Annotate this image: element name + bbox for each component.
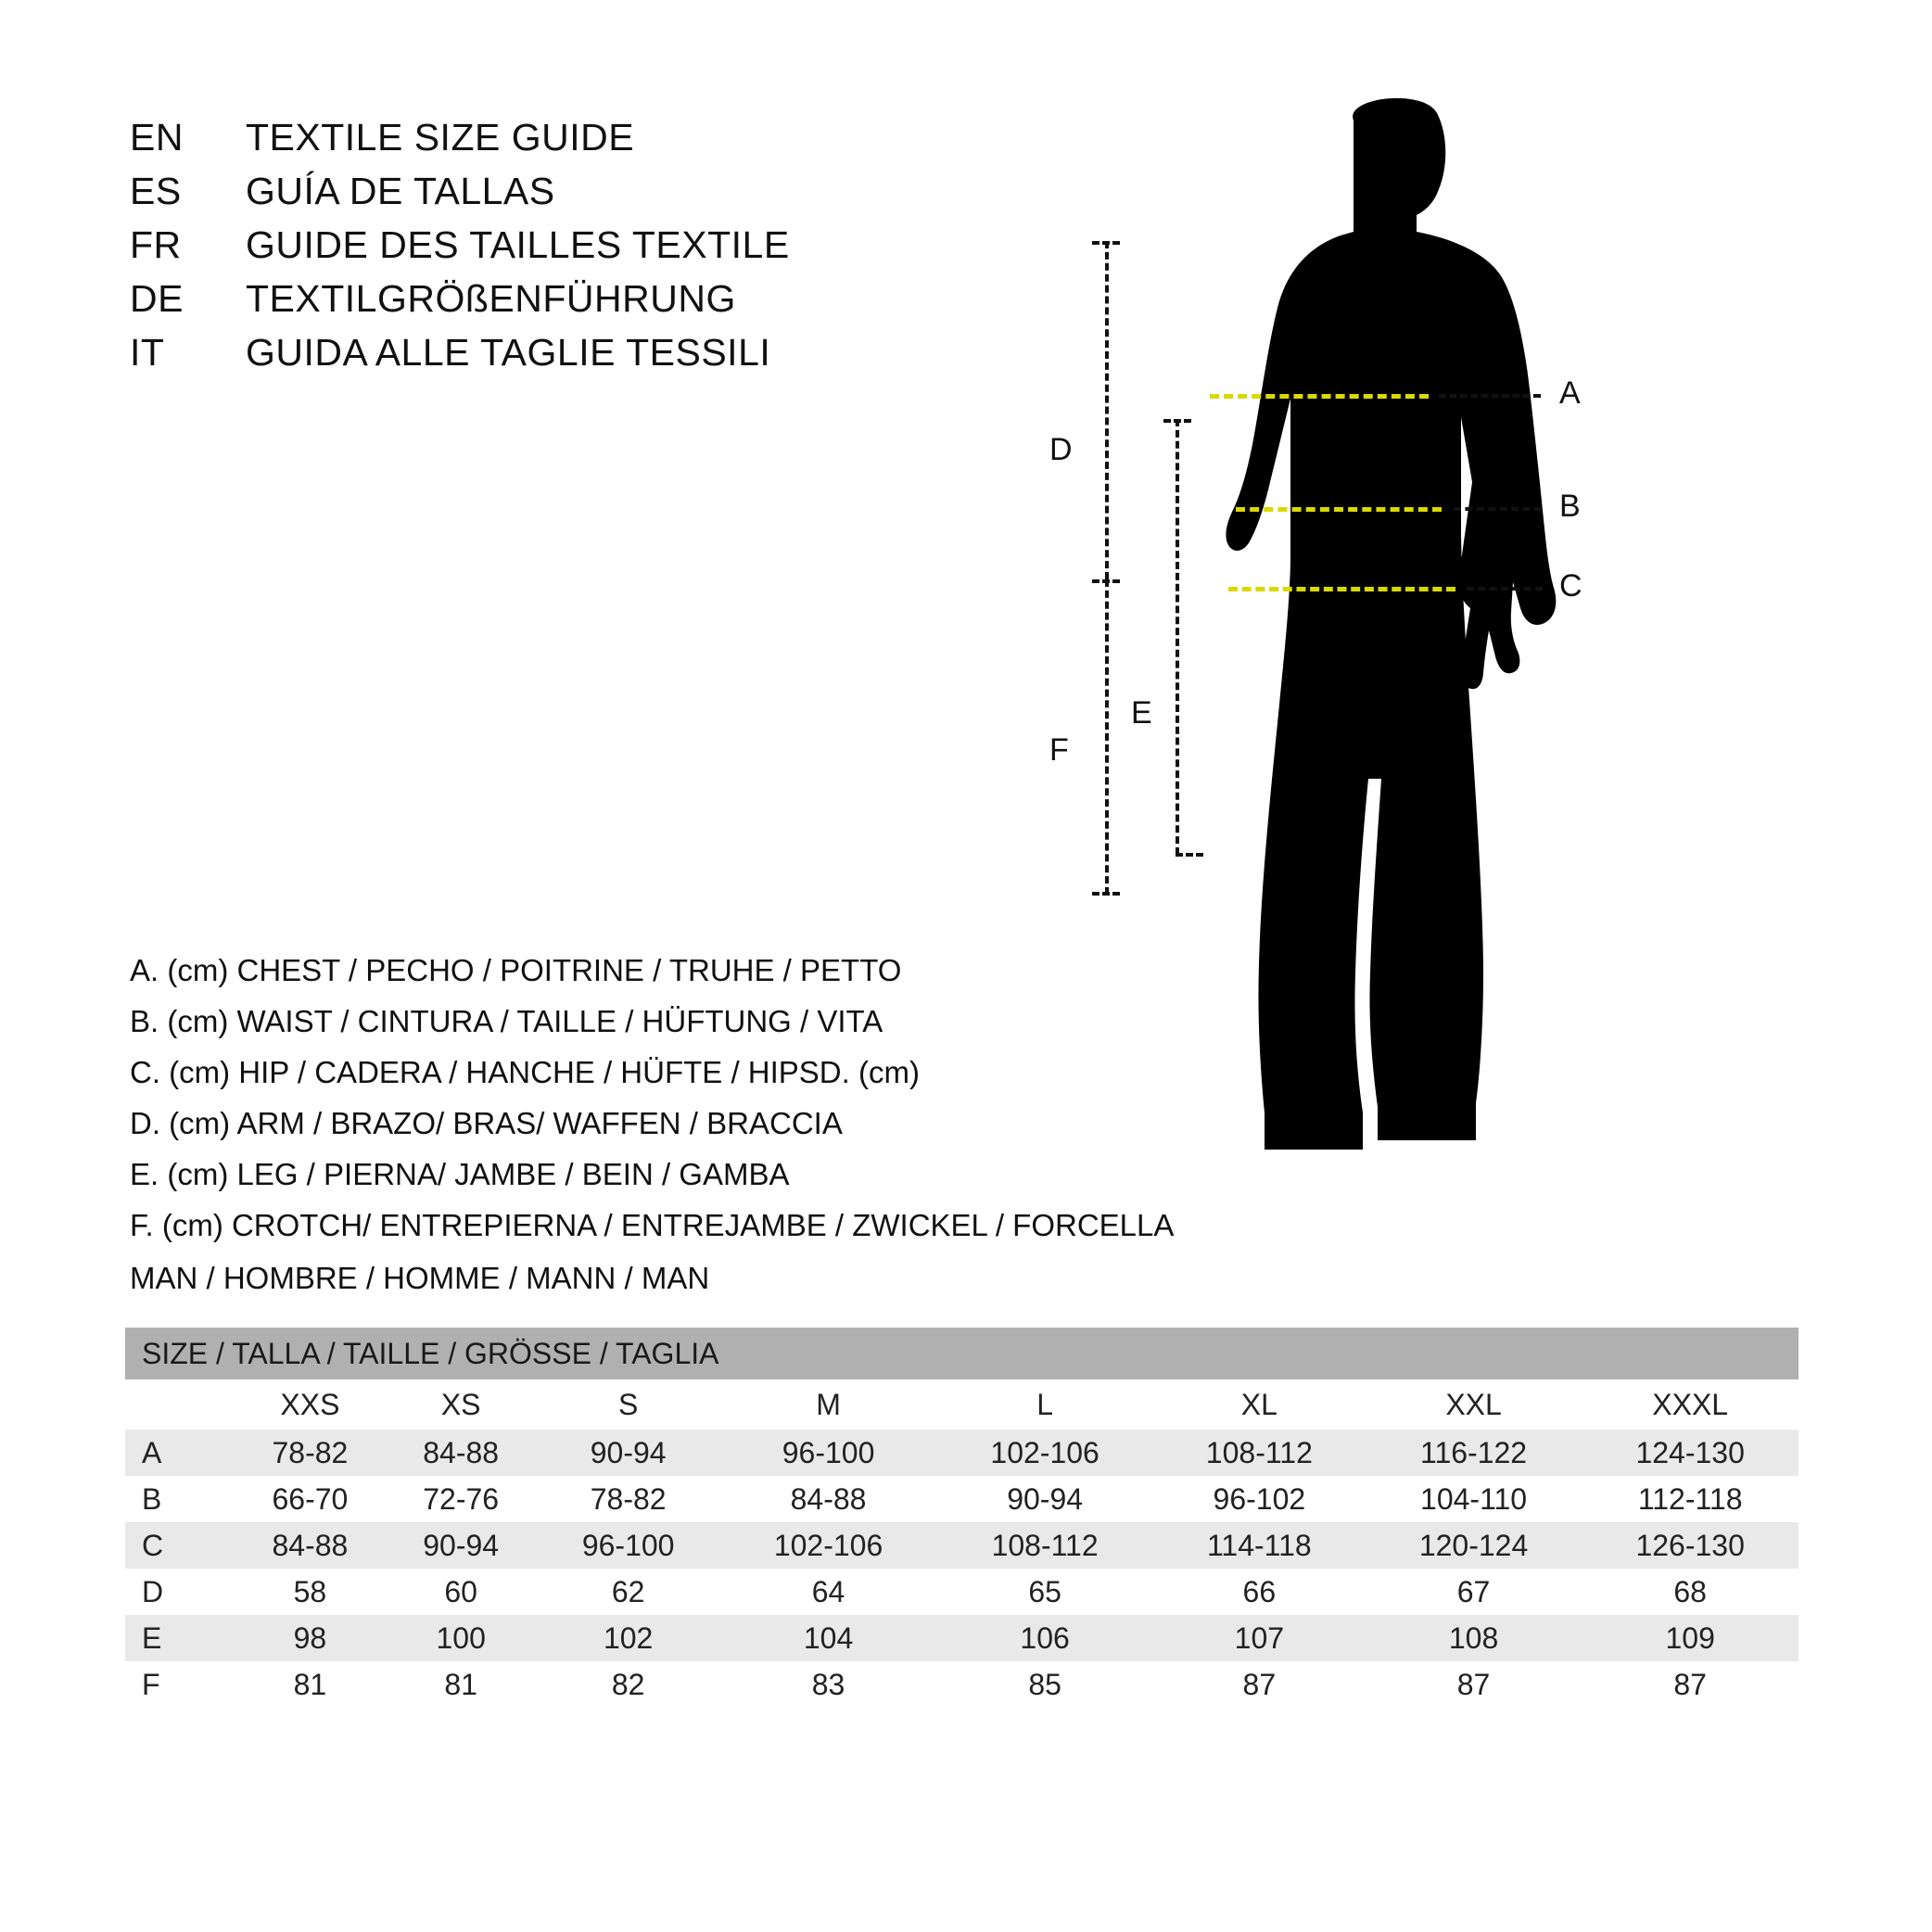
cell-b-l: 90-94 xyxy=(936,1476,1153,1522)
cell-c-xxl: 120-124 xyxy=(1366,1522,1582,1569)
size-table xyxy=(125,1328,1799,1708)
cell-a-xl: 108-112 xyxy=(1153,1430,1366,1476)
cell-e-xxs: 98 xyxy=(235,1615,386,1661)
cell-d-xxl: 67 xyxy=(1366,1569,1582,1615)
chest-measure-line xyxy=(1210,394,1429,399)
cell-a-m: 96-100 xyxy=(720,1430,937,1476)
cell-a-xxxl: 124-130 xyxy=(1582,1430,1799,1476)
column-header-xs: XS xyxy=(386,1379,537,1430)
measurement-diagram xyxy=(1038,93,1826,1242)
column-header-xxl: XXL xyxy=(1366,1379,1582,1430)
title-block xyxy=(130,116,964,385)
dim-label-f: F xyxy=(1049,732,1069,768)
cell-f-m: 83 xyxy=(720,1661,937,1708)
cell-b-xxl: 104-110 xyxy=(1366,1476,1582,1522)
leader-line-c xyxy=(1467,587,1543,591)
hip-measure-line xyxy=(1228,587,1455,591)
cell-b-xxs: 66-70 xyxy=(235,1476,386,1522)
row-label-c: C xyxy=(125,1522,235,1569)
title-lang-de: DE xyxy=(130,277,184,320)
cell-f-xxxl: 87 xyxy=(1582,1661,1799,1708)
title-row-en xyxy=(130,116,964,159)
table-row xyxy=(125,1569,1799,1615)
title-lang-it: IT xyxy=(130,331,165,374)
dim-label-d: D xyxy=(1049,432,1073,467)
row-label-e: E xyxy=(125,1615,235,1661)
cell-c-xs: 90-94 xyxy=(386,1522,537,1569)
title-row-es xyxy=(130,170,964,213)
table-row xyxy=(125,1522,1799,1569)
cell-d-xl: 66 xyxy=(1153,1569,1366,1615)
cell-a-xxl: 116-122 xyxy=(1366,1430,1582,1476)
column-header-s: S xyxy=(537,1379,720,1430)
measurement-legend xyxy=(130,955,1196,1261)
row-label-a: A xyxy=(125,1430,235,1476)
cell-e-xl: 107 xyxy=(1153,1615,1366,1661)
title-text-it: GUIDA ALLE TAGLIE TESSILI xyxy=(246,331,771,374)
leader-line-a xyxy=(1439,394,1541,398)
cell-a-xxs: 78-82 xyxy=(235,1430,386,1476)
cell-c-m: 102-106 xyxy=(720,1522,937,1569)
table-row xyxy=(125,1615,1799,1661)
cell-e-l: 106 xyxy=(936,1615,1153,1661)
cell-b-s: 78-82 xyxy=(537,1476,720,1522)
title-lang-fr: FR xyxy=(130,223,182,266)
column-header-xxs: XXS xyxy=(235,1379,386,1430)
dim-label-e: E xyxy=(1131,695,1152,731)
leader-line-b xyxy=(1454,507,1542,511)
arm-dim-line-d xyxy=(1105,241,1109,579)
cell-a-xs: 84-88 xyxy=(386,1430,537,1476)
legend-line-a: A. (cm) CHEST / PECHO / POITRINE / TRUHE / PETTO xyxy=(130,953,902,987)
column-header-m: M xyxy=(720,1379,937,1430)
cell-b-xl: 96-102 xyxy=(1153,1476,1366,1522)
title-text-es: GUÍA DE TALLAS xyxy=(246,170,555,212)
crotch-dim-tick-bottom xyxy=(1092,892,1120,896)
column-header-l: L xyxy=(936,1379,1153,1430)
cell-e-m: 104 xyxy=(720,1615,937,1661)
legend-line-d: D. (cm) ARM / BRAZO/ BRAS/ WAFFEN / BRACCIA xyxy=(130,1106,843,1140)
title-lang-en: EN xyxy=(130,116,184,159)
title-text-de: TEXTILGRÖßENFÜHRUNG xyxy=(246,277,736,320)
cell-e-xxl: 108 xyxy=(1366,1615,1582,1661)
cell-d-m: 64 xyxy=(720,1569,937,1615)
cell-f-s: 82 xyxy=(537,1661,720,1708)
cell-f-xxl: 87 xyxy=(1366,1661,1582,1708)
cell-b-xs: 72-76 xyxy=(386,1476,537,1522)
dim-label-c: C xyxy=(1559,568,1582,604)
title-row-fr xyxy=(130,223,964,267)
table-column-row xyxy=(125,1379,1799,1430)
waist-measure-line xyxy=(1236,507,1442,512)
legend-line-c: C. (cm) HIP / CADERA / HANCHE / HÜFTE / HIPSD. (cm) xyxy=(130,1055,920,1089)
legend-line-f: F. (cm) CROTCH/ ENTREPIERNA / ENTREJAMBE / ZWICKEL / FORCELLA xyxy=(130,1208,1175,1242)
arm-dim-tick-top xyxy=(1092,241,1120,245)
cell-e-xs: 100 xyxy=(386,1615,537,1661)
crotch-dim-line-f xyxy=(1105,579,1109,895)
title-text-fr: GUIDE DES TAILLES TEXTILE xyxy=(246,223,790,266)
title-text-en: TEXTILE SIZE GUIDE xyxy=(246,116,635,159)
cell-a-l: 102-106 xyxy=(936,1430,1153,1476)
man-silhouette-icon xyxy=(1205,93,1595,1205)
title-lang-es: ES xyxy=(130,170,182,212)
row-label-d: D xyxy=(125,1569,235,1615)
cell-a-s: 90-94 xyxy=(537,1430,720,1476)
row-label-f: F xyxy=(125,1661,235,1708)
cell-d-xxs: 58 xyxy=(235,1569,386,1615)
cell-f-xs: 81 xyxy=(386,1661,537,1708)
legend-line-b: B. (cm) WAIST / CINTURA / TAILLE / HÜFTUNG / VITA xyxy=(130,1004,883,1038)
cell-d-s: 62 xyxy=(537,1569,720,1615)
cell-e-s: 102 xyxy=(537,1615,720,1661)
cell-f-l: 85 xyxy=(936,1661,1153,1708)
gender-label: MAN / HOMBRE / HOMME / MANN / MAN xyxy=(130,1261,710,1295)
leg-dim-tick-top xyxy=(1163,419,1191,423)
leg-dim-tick-bottom xyxy=(1176,853,1203,857)
legend-line-e: E. (cm) LEG / PIERNA/ JAMBE / BEIN / GAMBA xyxy=(130,1157,790,1191)
dim-label-b: B xyxy=(1559,489,1581,524)
table-row xyxy=(125,1430,1799,1476)
row-label-b: B xyxy=(125,1476,235,1522)
cell-f-xxs: 81 xyxy=(235,1661,386,1708)
cell-c-xl: 114-118 xyxy=(1153,1522,1366,1569)
cell-b-xxxl: 112-118 xyxy=(1582,1476,1799,1522)
cell-d-xs: 60 xyxy=(386,1569,537,1615)
table-header-label: SIZE / TALLA / TAILLE / GRÖSSE / TAGLIA xyxy=(125,1328,1799,1379)
leg-dim-line-e xyxy=(1176,419,1179,855)
cell-b-m: 84-88 xyxy=(720,1476,937,1522)
cell-d-xxxl: 68 xyxy=(1582,1569,1799,1615)
table-corner-cell xyxy=(125,1379,235,1430)
title-row-it xyxy=(130,331,964,375)
column-header-xxxl: XXXL xyxy=(1582,1379,1799,1430)
table-header-row xyxy=(125,1328,1799,1379)
cell-c-s: 96-100 xyxy=(537,1522,720,1569)
dim-label-a: A xyxy=(1559,375,1581,411)
cell-c-l: 108-112 xyxy=(936,1522,1153,1569)
cell-c-xxxl: 126-130 xyxy=(1582,1522,1799,1569)
table-row xyxy=(125,1476,1799,1522)
cell-c-xxs: 84-88 xyxy=(235,1522,386,1569)
column-header-xl: XL xyxy=(1153,1379,1366,1430)
cell-f-xl: 87 xyxy=(1153,1661,1366,1708)
cell-d-l: 65 xyxy=(936,1569,1153,1615)
cell-e-xxxl: 109 xyxy=(1582,1615,1799,1661)
title-row-de xyxy=(130,277,964,321)
table-row xyxy=(125,1661,1799,1708)
